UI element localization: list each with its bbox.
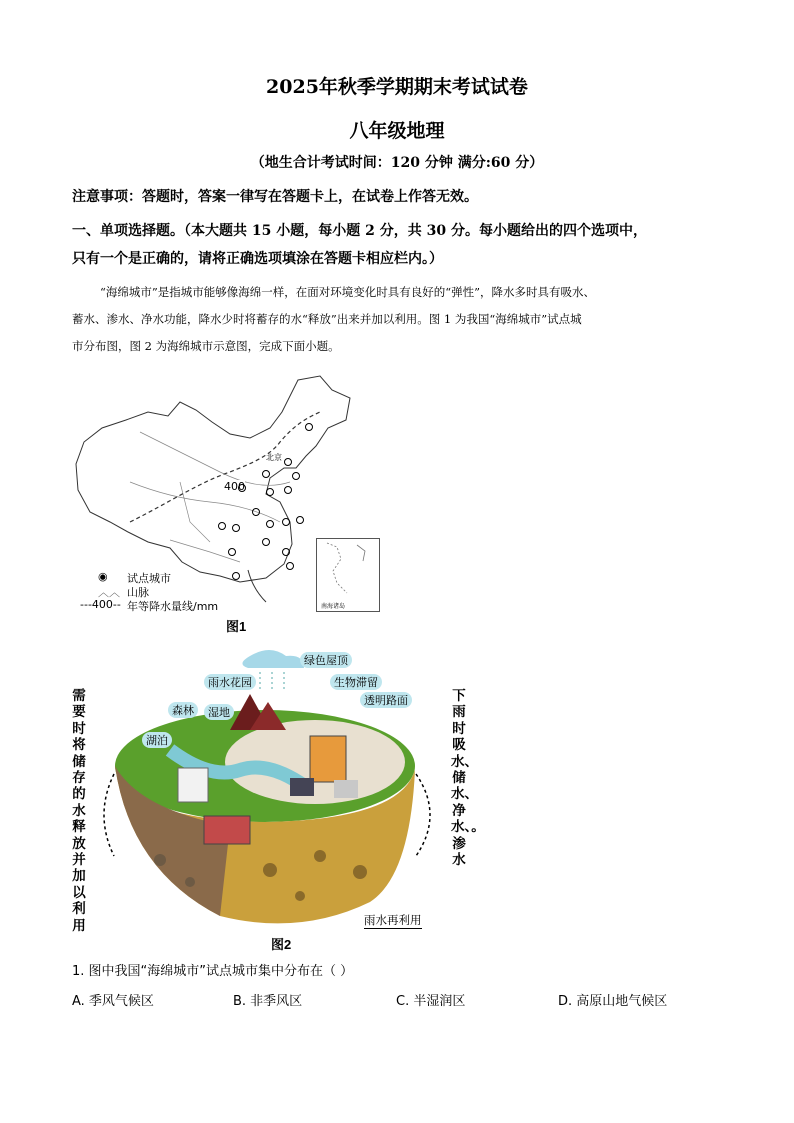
city-marker [286, 562, 294, 570]
figure1-caption: 图1 [226, 619, 247, 634]
question1-option-b[interactable]: B. 非季风区 [233, 994, 303, 1009]
city-marker [232, 524, 240, 532]
city-marker [296, 516, 304, 524]
label-rain-garden: 雨水花园 [204, 674, 256, 690]
inset-label: 南海诸岛 [321, 603, 346, 610]
city-marker [238, 484, 246, 492]
intro-paragraph [72, 279, 732, 360]
city-marker [292, 472, 300, 480]
label-permeable-road: 透明路面 [360, 692, 412, 708]
city-marker [262, 470, 270, 478]
intro-line: 市分布图，图 2 为海绵城市示意图，完成下面小题。 [72, 339, 340, 353]
legend-mountain: 山脉 [127, 586, 149, 599]
question1-stem: 1. 图中我国“海绵城市”试点城市集中分布在（ ） [72, 964, 354, 979]
label-wetland: 湿地 [204, 704, 234, 720]
legend-isoline-symbol: ---400-- [80, 598, 121, 611]
label-rain-reuse: 雨水再利用 [364, 913, 422, 927]
city-marker [228, 548, 236, 556]
intro-line: “海绵城市”是指城市能够像海绵一样，在面对环境变化时具有良好的“弹性”，降水多时具有吸水、 [100, 285, 596, 299]
intro-line: 蓄水、渗水、净水功能，降水少时将蓄存的水“释放”出来并加以利用。图 1 为我国“海绵城市”试点城 [72, 312, 582, 326]
label-lake: 湖泊 [142, 732, 172, 748]
city-marker [266, 488, 274, 496]
city-marker [282, 548, 290, 556]
city-marker [262, 538, 270, 546]
isoline-label: 400 [224, 480, 245, 493]
city-marker [252, 508, 260, 516]
label-forest: 森林 [168, 702, 198, 718]
figure2-caption: 图2 [271, 937, 292, 952]
figure2-illustration [100, 650, 430, 930]
city-marker [284, 486, 292, 494]
figure2-right-text: 下雨时吸水、储水、净水、。渗水 [451, 688, 485, 869]
legend-isoline: 年等降水量线/mm [127, 600, 219, 613]
mountain-symbol-icon: ︿︿ [98, 586, 120, 599]
question1-option-d[interactable]: D. 高原山地气候区 [558, 994, 668, 1009]
legend-city: 试点城市 [127, 572, 171, 585]
south-sea-inset [316, 538, 380, 612]
question1-option-a[interactable]: A. 季风气候区 [72, 994, 154, 1009]
city-marker [305, 423, 313, 431]
city-marker [266, 520, 274, 528]
notice: 注意事项：答题时，答案一律写在答题卡上，在试卷上作答无效。 [72, 189, 478, 205]
section-heading-line2: 只有一个是正确的，请将正确选项填涂在答题卡相应栏内。） [72, 251, 443, 267]
figure2-left-text: 需要时将储存的水释放并加以利用 [72, 688, 86, 934]
city-marker [282, 518, 290, 526]
city-marker [284, 458, 292, 466]
left-arrows-icon [90, 770, 120, 860]
question1-option-c[interactable]: C. 半湿润区 [396, 994, 466, 1009]
beijing-label: 北京 [266, 453, 282, 462]
label-bio-retention: 生物滞留 [330, 674, 382, 690]
figure1-map [70, 372, 390, 612]
city-marker [218, 522, 226, 530]
inset-graphic [317, 539, 379, 599]
exam-info: （地生合计考试时间：120 分钟 满分:60 分） [250, 155, 544, 171]
city-symbol-icon: ◉ [98, 570, 108, 583]
city-marker [232, 572, 240, 580]
label-green-roof: 绿色屋顶 [300, 652, 352, 668]
exam-title: 2025年秋季学期期末考试试卷 [266, 76, 528, 98]
right-arrows-icon [410, 770, 450, 860]
exam-subject: 八年级地理 [349, 120, 445, 142]
section-heading-line1: 一、单项选择题。（本大题共 15 小题，每小题 2 分，共 30 分。每小题给出的四个选项中， [72, 223, 647, 239]
